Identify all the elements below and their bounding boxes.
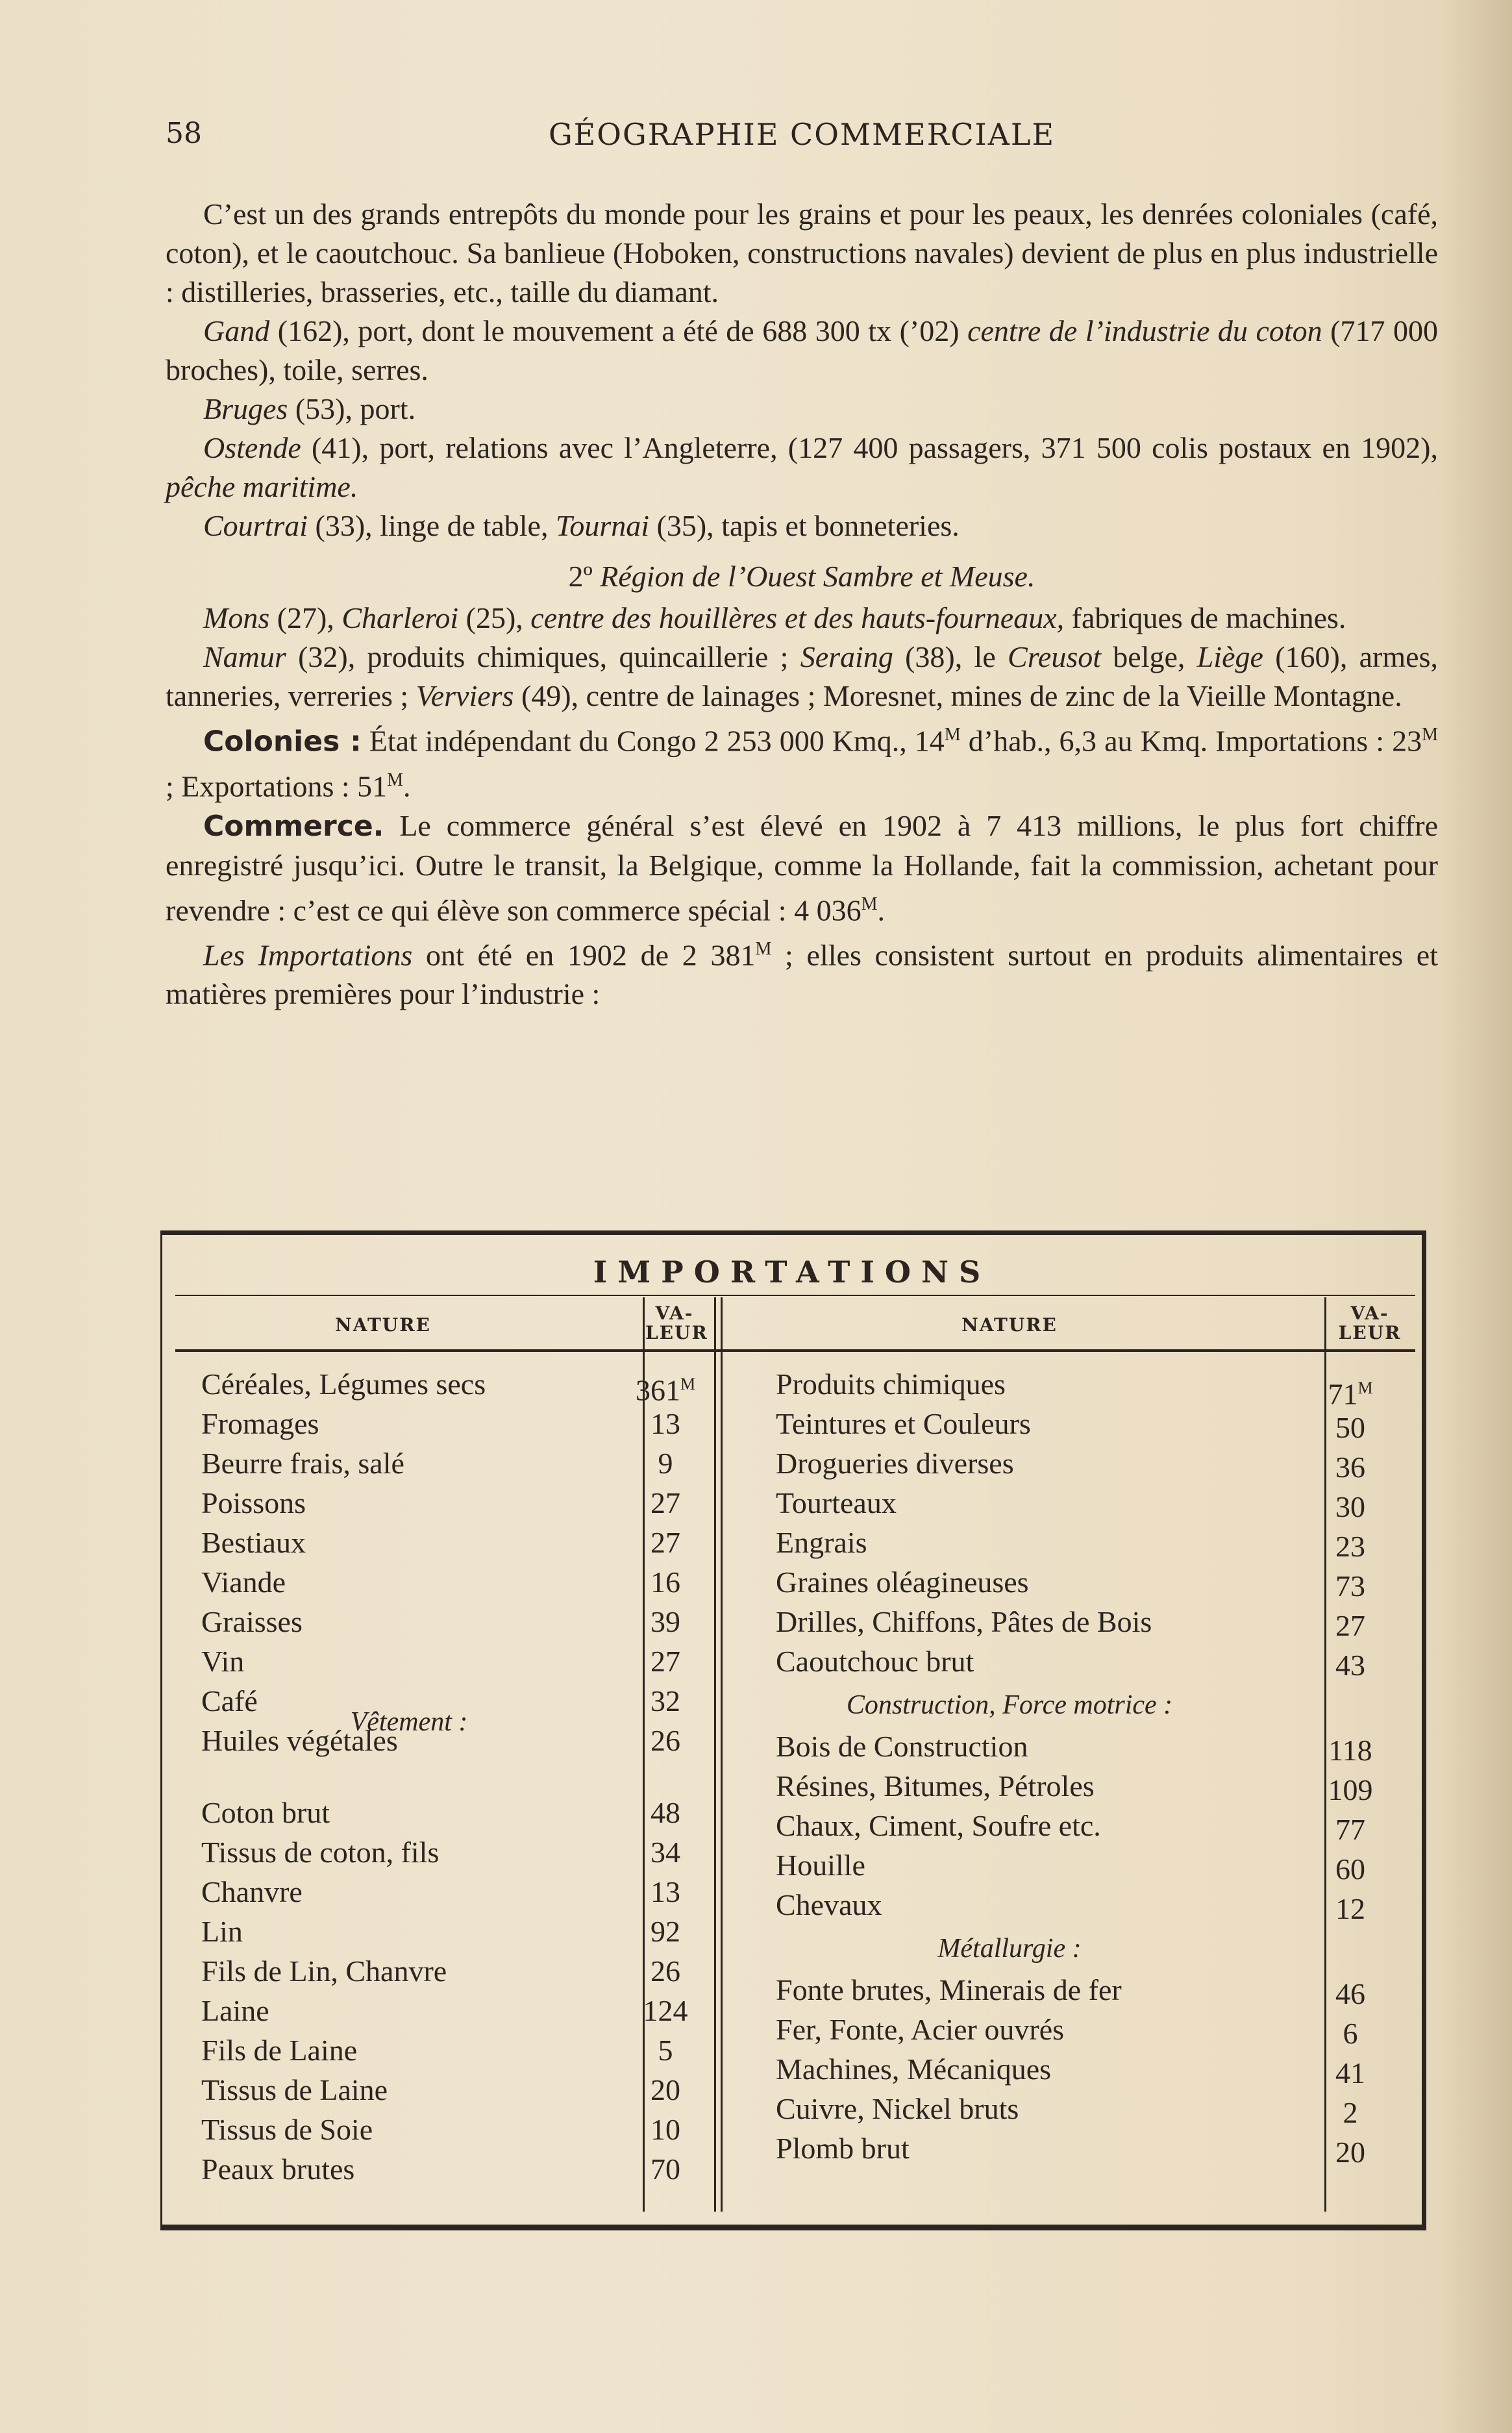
commerce-end: . [877, 893, 885, 927]
left-row-value: $361^M$ [635, 1373, 696, 1407]
colonies-text4: . [403, 769, 411, 803]
city-charleroi: Charleroi [341, 601, 459, 634]
left-row-name: Lin [201, 1915, 243, 1948]
city-tournai: Tournai [555, 509, 650, 542]
right-row-value: 12 [1335, 1892, 1365, 1925]
right-row-name: Produits chimiques [776, 1367, 1006, 1401]
colonies-text3: ; Exportations : 51 [166, 769, 388, 803]
right-row-value: 20 [1335, 2136, 1365, 2169]
right-row-value: 43 [1335, 1649, 1365, 1682]
left-row-name: Tissus de Soie [201, 2113, 373, 2146]
imports-text: ont été en 1902 de 2 381 [412, 938, 756, 972]
commerce-text: Le commerce général s’est élevé en 1902 à 7 413 millions, le plus fort chiffre enregistré jusqu’ici. Outre le transit, la Belgique, comme la Hollande, fait la commission, achetant pour revendre : c’est ce qui élève son commerce spécial : 4 036 [166, 808, 1438, 927]
paragraph-colonies [166, 716, 1438, 806]
liege-text: (160), armes, tanneries, verreries ; [166, 640, 1438, 712]
colonies-m3: M [387, 770, 404, 791]
left-row-value: 27 [651, 1526, 680, 1559]
unit-superscript: M [680, 1375, 696, 1393]
paragraph-commerce [166, 806, 1438, 930]
left-row-value: 5 [658, 2034, 673, 2067]
right-row-name: Fer, Fonte, Acier ouvrés [776, 2013, 1065, 2046]
left-row-name: Peaux brutes [201, 2152, 355, 2186]
right-row-value: $71^M$ [1328, 1377, 1373, 1411]
right-row-name: Résines, Bitumes, Pétroles [776, 1769, 1095, 1803]
right-row-value: 2 [1343, 2096, 1358, 2129]
right-row-name: Engrais [776, 1526, 867, 1559]
col-nature-left: NATURE [335, 1314, 431, 1336]
page-number: 58 [166, 117, 202, 150]
table-title: IMPORTATIONS [593, 1254, 991, 1290]
region-title: Région de l’Ouest Sambre et Meuse. [600, 560, 1035, 593]
right-row-value: 109 [1328, 1773, 1373, 1806]
paragraph-anvers: C’est un des grands entrepôts du monde pour les grains et pour les peaux, les denrées coloniales (café, coton), et le caoutchouc. Sa banlieue (Hoboken, constructions navales) devient de plus en plus industrielle : distilleries, brasseries, etc., taille du diamant. [166, 197, 1438, 308]
left-row-value: 20 [651, 2073, 680, 2106]
title-rule [175, 1295, 1415, 1296]
colonies-text2: d’hab., 6,3 au Kmq. Importations : 23 [960, 724, 1422, 758]
left-row-name: Céréales, Légumes secs [201, 1367, 486, 1401]
right-row-value: 77 [1335, 1813, 1365, 1846]
ostende-text: (41), port, relations avec l’Angleterre, (127 400 passagers, 371 500 colis postaux en 1902), [301, 431, 1438, 464]
right-row-name: Houille [776, 1849, 865, 1882]
left-row-value: 16 [651, 1566, 680, 1599]
creusot-text: belge, [1101, 640, 1197, 673]
paragraph-bruges [166, 390, 1438, 429]
city-verviers: Verviers [415, 679, 514, 712]
mons-text: (27), [269, 601, 342, 634]
left-row-value: 48 [651, 1796, 680, 1829]
right-row-value: 6 [1343, 2017, 1358, 2050]
left-row-name: Graisses [201, 1605, 303, 1638]
right-row-value: 36 [1335, 1451, 1365, 1484]
city-seraing: Seraing [800, 640, 893, 673]
left-subheading-vetement: Vêtement : [350, 1707, 468, 1737]
left-row-name: Beurre frais, salé [201, 1447, 404, 1480]
charleroi-text: (25), [458, 601, 531, 634]
running-title: GÉOGRAPHIE COMMERCIALE [548, 117, 1056, 152]
verviers-text: (49), centre de lainages ; Moresnet, mines de zinc de la Vieille Montagne. [514, 679, 1402, 712]
right-row-value: 30 [1335, 1490, 1365, 1523]
right-row-name: Chevaux [776, 1888, 882, 1921]
imports-m: M [755, 938, 772, 959]
charleroi-italic: centre des houillères et des hauts-fourneaux, [530, 601, 1065, 634]
left-row-name: Fromages [201, 1407, 319, 1440]
left-row-value: 10 [651, 2113, 680, 2146]
page-edge-shadow [1441, 0, 1512, 2433]
gand-italic: centre de l’industrie du coton [967, 314, 1322, 347]
right-row-value: 118 [1328, 1734, 1372, 1767]
tournai-text: (35), tapis et bonneteries. [649, 509, 960, 542]
body-text [166, 195, 1438, 1014]
paragraph-importations [166, 930, 1438, 1014]
bruges-text: (53), port. [288, 392, 416, 425]
region-number: 2º [568, 560, 601, 593]
right-row-value: 41 [1335, 2056, 1365, 2090]
left-row-value: 39 [651, 1605, 680, 1638]
right-row-value: 27 [1335, 1609, 1365, 1642]
left-row-value: 26 [651, 1724, 680, 1757]
paragraph-ostende [166, 429, 1438, 506]
right-row-value: 46 [1335, 1977, 1365, 2010]
right-row-name: Tourteaux [776, 1486, 897, 1519]
paragraph-namur [166, 638, 1438, 716]
divider-center-2 [721, 1297, 723, 2212]
left-row-name: Fils de Laine [201, 2034, 358, 2067]
left-row-value: 26 [651, 1954, 680, 1988]
left-row-name: Tissus de coton, fils [201, 1836, 440, 1869]
imports-italic: Les Importations [203, 938, 413, 972]
right-row-name: Machines, Mécaniques [776, 2052, 1052, 2086]
left-row-name: Tissus de Laine [201, 2073, 388, 2106]
left-row-value: 27 [651, 1645, 680, 1678]
right-row-name: Fonte brutes, Minerais de fer [776, 1973, 1122, 2006]
charleroi-tail: fabriques de machines. [1064, 601, 1346, 634]
right-row-name: Plomb brut [776, 2132, 910, 2165]
right-row-name: Teintures et Couleurs [776, 1407, 1031, 1440]
colonies-m2: M [1422, 725, 1439, 745]
col-valeur-right: VA- LEUR [1338, 1303, 1402, 1343]
left-row-value: 9 [658, 1447, 673, 1480]
left-row-name: Coton brut [201, 1796, 330, 1829]
paragraph-gand [166, 312, 1438, 390]
commerce-label: Commerce. [203, 809, 384, 843]
gand-text: (162), port, dont le mouvement a été de 688 300 tx (’02) [269, 314, 968, 347]
region-heading [166, 557, 1438, 596]
right-subheading-metallurgie: Métallurgie : [937, 1934, 1082, 1964]
commerce-m: M [861, 893, 878, 914]
right-row-name: Drilles, Chiffons, Pâtes de Bois [776, 1605, 1152, 1638]
city-liege: Liège [1196, 640, 1263, 673]
city-ostende: Ostende [203, 431, 301, 464]
left-row-value: 13 [651, 1407, 680, 1440]
paragraph-mons [166, 599, 1438, 638]
right-subheading-construction: Construction, Force motrice : [846, 1690, 1173, 1720]
right-row-name: Chaux, Ciment, Soufre etc. [776, 1809, 1101, 1842]
unit-superscript: M [1357, 1379, 1373, 1397]
divider-center-1 [714, 1297, 716, 2212]
header-rule [175, 1349, 1415, 1352]
left-row-name: Poissons [201, 1486, 306, 1519]
left-row-name: Fils de Lin, Chanvre [201, 1954, 447, 1988]
colonies-m1: M [944, 725, 961, 745]
left-row-name: Bestiaux [201, 1526, 306, 1559]
city-gand: Gand [203, 314, 270, 347]
col-nature-right: NATURE [961, 1314, 1058, 1336]
city-namur: Namur [203, 640, 286, 673]
paragraph-courtrai [166, 506, 1438, 545]
city-bruges: Bruges [203, 392, 288, 425]
left-row-value: 92 [651, 1915, 680, 1948]
colonies-label: Colonies : [203, 725, 362, 758]
right-row-value: 23 [1335, 1530, 1365, 1563]
ostende-italic: pêche maritime. [166, 470, 358, 503]
left-row-name: Café [201, 1684, 258, 1717]
left-row-name: Viande [201, 1566, 286, 1599]
colonies-text: État indépendant du Congo 2 253 000 Kmq., 14 [361, 724, 945, 758]
namur-text: (32), produits chimiques, quincaillerie ; [286, 640, 800, 673]
right-row-value: 60 [1335, 1853, 1365, 1886]
right-row-name: Bois de Construction [776, 1730, 1028, 1763]
courtrai-text: (33), linge de table, [308, 509, 556, 542]
right-row-name: Graines oléagineuses [776, 1566, 1029, 1599]
city-mons: Mons [203, 601, 270, 634]
left-row-name: Chanvre [201, 1875, 303, 1908]
city-courtrai: Courtrai [203, 509, 308, 542]
imports-tail: ; elles consistent surtout en produits alimentaires et matières premières pour l’industrie : [166, 938, 1438, 1011]
left-row-value: 27 [651, 1486, 680, 1519]
left-row-value: 34 [651, 1836, 680, 1869]
left-row-value: 13 [651, 1875, 680, 1908]
creusot: Creusot [1008, 640, 1102, 673]
right-row-value: 73 [1335, 1569, 1365, 1603]
left-row-name: Laine [201, 1994, 269, 2027]
right-row-name: Drogueries diverses [776, 1447, 1014, 1480]
seraing-text: (38), le [893, 640, 1008, 673]
right-row-name: Cuivre, Nickel bruts [776, 2092, 1019, 2125]
left-row-value: 70 [651, 2152, 680, 2186]
left-row-value: 124 [643, 1994, 688, 2027]
left-row-name: Huiles végétales [201, 1724, 398, 1757]
imports-table [160, 1230, 1426, 2230]
right-row-value: 50 [1335, 1411, 1365, 1444]
page-header [166, 117, 1438, 156]
col-valeur-left: VA- LEUR [645, 1303, 708, 1343]
gand-tail: (717 000 broches), toile, serres. [166, 314, 1438, 386]
right-row-name: Caoutchouc brut [776, 1645, 974, 1678]
left-row-value: 32 [651, 1684, 680, 1717]
left-row-name: Vin [201, 1645, 245, 1678]
